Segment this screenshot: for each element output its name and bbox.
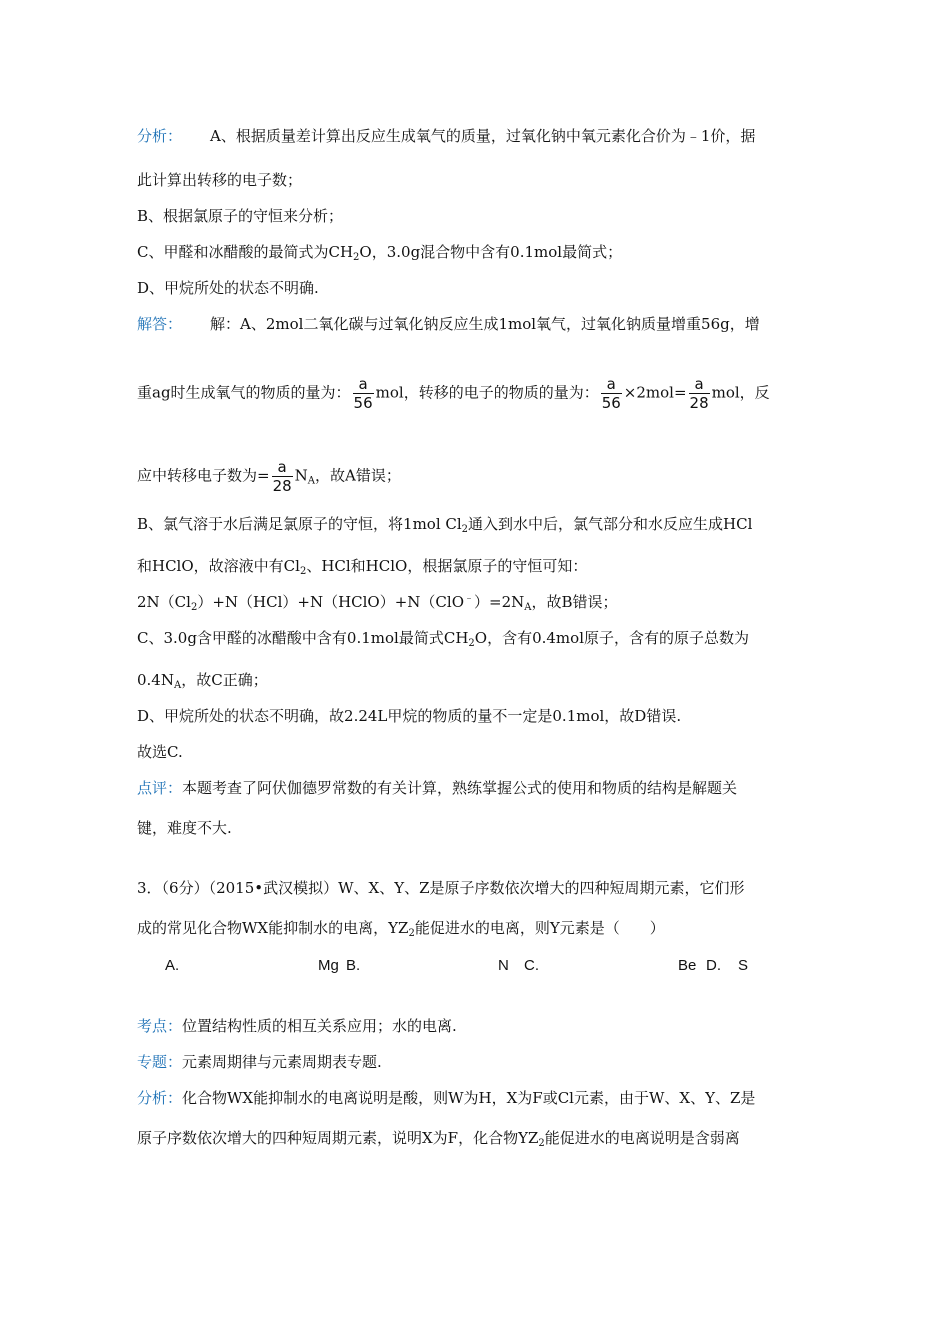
denominator: 56 bbox=[353, 394, 373, 412]
numerator: a bbox=[353, 375, 374, 394]
text: 解：A、2mol二氧化碳与过氧化钠反应生成1mol氧气，过氧化钠质量增重56g，增 bbox=[210, 315, 760, 333]
comment-line-1 bbox=[137, 778, 737, 798]
text: D、甲烷所处的状态不明确，故2.24L甲烷的物质的量不一定是0.1mol，故D错误. bbox=[137, 707, 682, 725]
analysis-line-1 bbox=[137, 126, 755, 146]
solution-line-5 bbox=[137, 556, 587, 576]
option-b-value: N bbox=[498, 957, 509, 974]
subscript: 2 bbox=[353, 252, 360, 263]
text: mol，转移的电子的物质的量为： bbox=[375, 383, 599, 402]
denominator: 28 bbox=[689, 394, 709, 412]
numerator: a bbox=[689, 375, 710, 394]
text: B、根据氯原子的守恒来分析； bbox=[137, 207, 344, 225]
text: ，故C正确； bbox=[181, 671, 268, 689]
option-d-value: S bbox=[738, 957, 749, 974]
text: 位置结构性质的相互关系应用；水的电离. bbox=[182, 1017, 457, 1035]
comment-line-2 bbox=[137, 818, 232, 838]
text: N bbox=[294, 466, 308, 485]
text: 通入到水中后，氯气部分和水反应生成HCl bbox=[468, 515, 753, 533]
subscript: A bbox=[173, 680, 182, 691]
numerator: a bbox=[272, 458, 293, 477]
analysis-line-3 bbox=[137, 206, 343, 226]
text: 重ag时生成氧气的物质的量为： bbox=[137, 383, 351, 402]
text: 能促进水的电离，则Y元素是（ ） bbox=[414, 919, 665, 937]
analysis-label: 分析： bbox=[137, 127, 183, 145]
text: 和HClO，故溶液中有Cl bbox=[137, 557, 300, 575]
option-c-value: Be bbox=[678, 957, 697, 974]
analysis-line-5 bbox=[137, 278, 319, 298]
text: 2N（Cl bbox=[137, 593, 191, 611]
topic-label: 专题： bbox=[137, 1053, 183, 1071]
text: 此计算出转移的电子数； bbox=[137, 171, 303, 189]
text: ）+N（HCl）+N（HClO）+N（ClO bbox=[197, 593, 464, 611]
option-a-value: Mg bbox=[318, 957, 339, 974]
subscript: 2 bbox=[408, 928, 415, 939]
option-d-letter: D. bbox=[706, 957, 721, 974]
text: 3．（6分）（2015•武汉模拟）W、X、Y、Z是原子序数依次增大的四种短周期元素，它们形 bbox=[137, 879, 745, 897]
text: C、甲醛和冰醋酸的最简式为CH bbox=[137, 243, 354, 261]
subscript: 2 bbox=[461, 524, 469, 535]
text: O，含有0.4mol原子，含有的原子总数为 bbox=[474, 629, 749, 647]
analysis-line-2 bbox=[137, 170, 302, 190]
text: 故选C. bbox=[137, 743, 183, 761]
option-b-letter: B. bbox=[346, 957, 361, 974]
solution-line-1 bbox=[137, 314, 760, 334]
denominator: 28 bbox=[272, 477, 292, 495]
subscript: 2 bbox=[190, 602, 198, 613]
fraction-a-56 bbox=[353, 375, 374, 412]
text: mol，反 bbox=[711, 383, 770, 402]
solution-label: 解答： bbox=[137, 315, 183, 333]
superscript: ﹣ bbox=[464, 593, 474, 604]
text: 0.4N bbox=[137, 671, 174, 689]
text: ，故B错误； bbox=[531, 593, 618, 611]
solution-line-10 bbox=[137, 742, 183, 762]
solution-line-2 bbox=[137, 375, 770, 412]
topic-line bbox=[137, 1052, 382, 1072]
subscript: 2 bbox=[538, 1138, 545, 1149]
numerator: a bbox=[601, 375, 622, 394]
solution-line-9 bbox=[137, 706, 681, 726]
solution-line-3 bbox=[137, 458, 401, 495]
solution-line-6 bbox=[137, 592, 618, 612]
analysis-label: 分析： bbox=[137, 1089, 183, 1107]
solution-line-4 bbox=[137, 514, 752, 534]
text: 原子序数依次增大的四种短周期元素，说明X为F，化合物YZ bbox=[137, 1129, 539, 1147]
solution-line-8 bbox=[137, 670, 268, 690]
text: 本题考查了阿伏伽德罗常数的有关计算，熟练掌握公式的使用和物质的结构是解题关 bbox=[182, 779, 738, 797]
question-3-stem-1 bbox=[137, 878, 745, 898]
option-a-letter: A. bbox=[165, 957, 180, 974]
text: ×2mol= bbox=[623, 383, 687, 402]
q3-analysis-line-2 bbox=[137, 1128, 740, 1148]
subscript: A bbox=[524, 602, 532, 613]
options-row bbox=[0, 956, 950, 976]
fraction-a-28 bbox=[689, 375, 710, 412]
subscript: A bbox=[307, 475, 316, 487]
text: 元素周期律与元素周期表专题. bbox=[182, 1053, 382, 1071]
exam-point-line bbox=[137, 1016, 457, 1036]
fraction-a-28 bbox=[272, 458, 293, 495]
question-3-stem-2 bbox=[137, 918, 665, 938]
analysis-line-4 bbox=[137, 242, 622, 262]
text: ，故A错误； bbox=[315, 466, 401, 485]
text: 成的常见化合物WX能抑制水的电离，YZ bbox=[137, 919, 409, 937]
subscript: 2 bbox=[299, 566, 307, 577]
text: ）=2N bbox=[474, 593, 525, 611]
text: 能促进水的电离说明是含弱离 bbox=[544, 1129, 740, 1147]
text: 化合物WX能抑制水的电离说明是酸，则W为H，X为F或Cl元素，由于W、X、Y、Z是 bbox=[182, 1089, 756, 1107]
text: 应中转移电子数为= bbox=[137, 466, 270, 485]
text: 键，难度不大. bbox=[137, 819, 232, 837]
q3-analysis-line-1 bbox=[137, 1088, 755, 1108]
text: 、HCl和HClO，根据氯原子的守恒可知： bbox=[306, 557, 588, 575]
text: C、3.0g含甲醛的冰醋酸中含有0.1mol最简式CH bbox=[137, 629, 469, 647]
comment-label: 点评： bbox=[137, 779, 183, 797]
text: O，3.0g混合物中含有0.1mol最简式； bbox=[359, 243, 623, 261]
subscript: 2 bbox=[468, 638, 475, 649]
text: B、氯气溶于水后满足氯原子的守恒，将1mol Cl bbox=[137, 515, 462, 533]
denominator: 56 bbox=[601, 394, 621, 412]
option-c-letter: C. bbox=[524, 957, 539, 974]
text: A、根据质量差计算出反应生成氧气的质量，过氧化钠中氧元素化合价为﹣1价，据 bbox=[210, 127, 756, 145]
fraction-a-56 bbox=[601, 375, 622, 412]
text: D、甲烷所处的状态不明确. bbox=[137, 279, 319, 297]
exam-point-label: 考点： bbox=[137, 1017, 183, 1035]
solution-line-7 bbox=[137, 628, 749, 648]
